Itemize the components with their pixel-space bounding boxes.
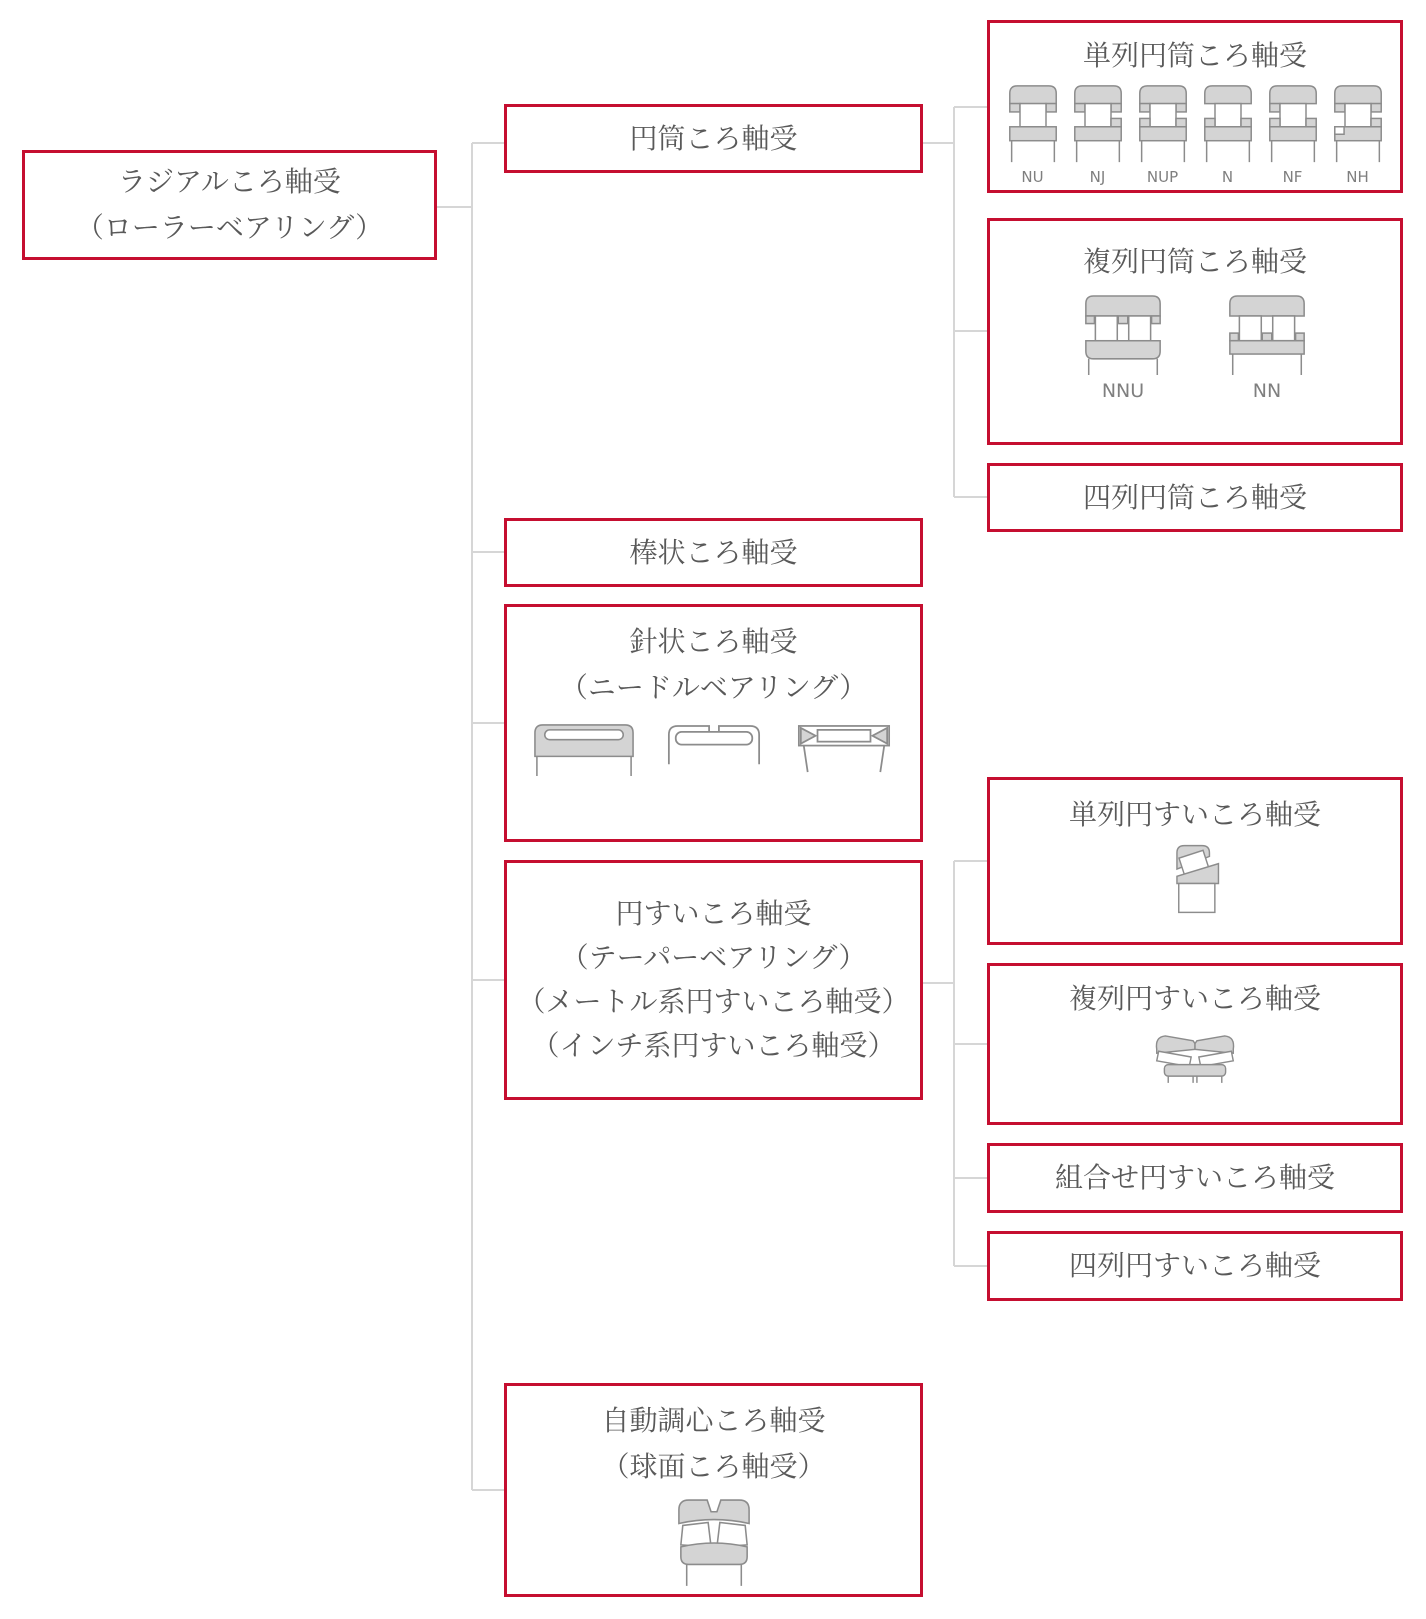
cylindrical-variant-icons	[1007, 83, 1384, 186]
spherical-bearing-icon	[675, 1496, 753, 1588]
node-label: 自動調心ころ軸受	[601, 1404, 826, 1437]
node-label: （ニードルベアリング）	[559, 671, 868, 704]
node-rod-roller-bearing[interactable]	[504, 518, 923, 587]
node-label: 針状ころ軸受	[629, 625, 798, 658]
node-four-row-cylindrical[interactable]	[987, 463, 1403, 532]
bearing-icon-n	[1202, 83, 1254, 165]
node-label: 棒状ころ軸受	[629, 535, 798, 569]
needle-bearing-icon-cage-and-roller	[792, 721, 896, 778]
node-label: 四列円すいころ軸受	[1068, 1249, 1321, 1282]
node-cylindrical-roller-bearing[interactable]	[504, 104, 923, 173]
needle-bearing-icon-drawn-cup	[532, 721, 636, 778]
variant-label: NNU	[1101, 380, 1145, 402]
variant-nh	[1332, 83, 1384, 186]
variant-label: NN	[1252, 380, 1282, 402]
node-label: （メートル系円すいころ軸受）	[517, 985, 910, 1018]
node-single-row-tapered[interactable]	[987, 777, 1403, 945]
bearing-icon-nnu	[1083, 293, 1163, 377]
needle-bearing-icon-open-end	[662, 721, 766, 778]
node-label: 複列円すいころ軸受	[1068, 982, 1321, 1015]
bearing-icon-nup	[1137, 83, 1189, 165]
bearing-icon-nh	[1332, 83, 1384, 165]
node-spherical-roller-bearing[interactable]	[504, 1383, 923, 1597]
variant-label: NU	[1021, 168, 1044, 186]
variant-n	[1202, 83, 1254, 186]
tapered-bearing-icon	[1166, 842, 1224, 916]
double-row-tapered-bearing-icon	[1151, 1030, 1239, 1084]
variant-nup	[1137, 83, 1189, 186]
double-row-variant-icons	[1083, 293, 1307, 402]
bearing-icon-nn	[1227, 293, 1307, 377]
double-row-tapered-bearing-icons	[1151, 1030, 1239, 1084]
variant-nn	[1227, 293, 1307, 402]
node-label: ラジアルころ軸受	[118, 165, 341, 198]
node-tapered-roller-bearing[interactable]	[504, 860, 923, 1100]
node-label: 単列円筒ころ軸受	[1082, 39, 1307, 72]
variant-label: N	[1221, 168, 1234, 186]
node-label: 複列円筒ころ軸受	[1082, 245, 1307, 278]
spherical-bearing-icons	[675, 1496, 753, 1588]
variant-label: NH	[1346, 168, 1369, 186]
node-double-row-tapered[interactable]	[987, 963, 1403, 1125]
node-label: 円筒ころ軸受	[629, 121, 798, 155]
bearing-icon-nf	[1267, 83, 1319, 165]
node-single-row-cylindrical[interactable]	[987, 20, 1403, 193]
node-label: （球面ころ軸受）	[601, 1450, 826, 1483]
variant-nnu	[1083, 293, 1163, 402]
node-label: （インチ系円すいころ軸受）	[531, 1029, 896, 1062]
tapered-bearing-icons	[1166, 842, 1224, 916]
variant-nf	[1267, 83, 1319, 186]
variant-label: NUP	[1146, 168, 1179, 186]
variant-nu	[1007, 83, 1059, 186]
node-needle-roller-bearing[interactable]	[504, 604, 923, 842]
variant-nj	[1072, 83, 1124, 186]
node-label: （ローラーベアリング）	[75, 211, 384, 244]
variant-label: NJ	[1089, 168, 1106, 186]
variant-label: NF	[1282, 168, 1303, 186]
node-double-row-cylindrical[interactable]	[987, 218, 1403, 445]
bearing-icon-nj	[1072, 83, 1124, 165]
node-label: 組合せ円すいころ軸受	[1054, 1161, 1335, 1194]
needle-bearing-icons	[532, 721, 896, 778]
node-label: 円すいころ軸受	[615, 897, 812, 930]
node-label: （テーパーベアリング）	[560, 941, 867, 974]
node-label: 四列円筒ころ軸受	[1082, 480, 1307, 514]
bearing-icon-nu	[1007, 83, 1059, 165]
node-four-row-tapered[interactable]	[987, 1231, 1403, 1301]
node-label: 単列円すいころ軸受	[1068, 798, 1321, 831]
node-radial-roller-bearing[interactable]	[22, 150, 437, 260]
node-combined-tapered[interactable]	[987, 1143, 1403, 1213]
